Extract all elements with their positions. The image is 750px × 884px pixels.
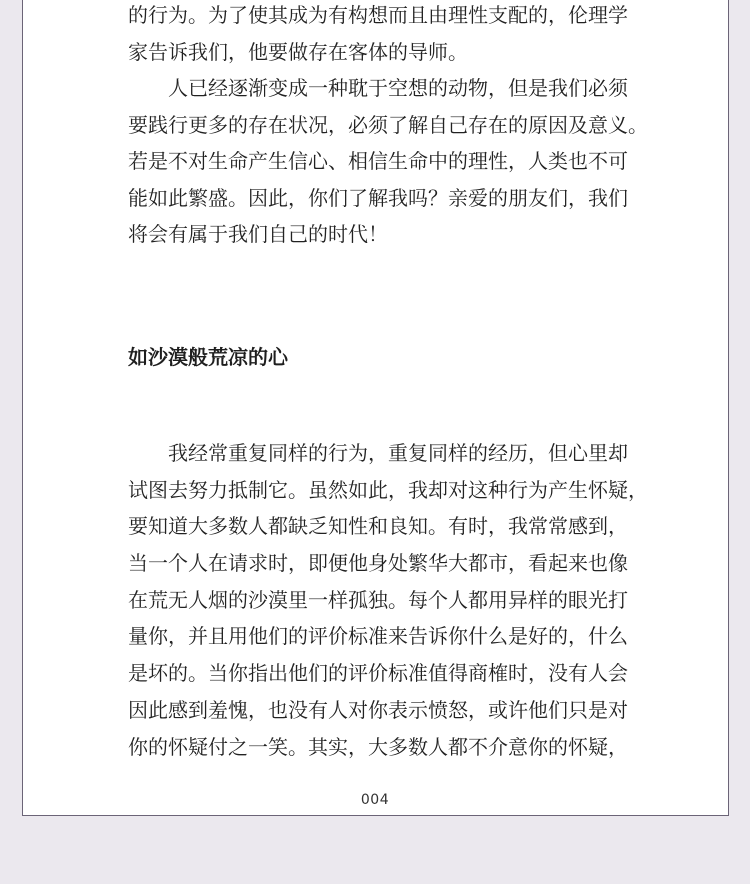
text-line: 试图去努力抵制它。虽然如此，我却对这种行为产生怀疑， [128,477,648,502]
text-line: 你的怀疑付之一笑。其实，大多数人都不介意你的怀疑， [128,734,628,759]
text-line: 若是不对生命产生信心、相信生命中的理性，人类也不可 [128,149,628,173]
text-line: 量你，并且用他们的评价标准来告诉你什么是好的，什么 [128,624,628,649]
paragraph-first-line: 人已经逐渐变成一种耽于空想的动物，但是我们必须 [168,76,628,100]
text-line: 要知道大多数人都缺乏知性和良知。有时，我常常感到， [128,514,628,539]
text-line: 能如此繁盛。因此，你们了解我吗？亲爱的朋友们，我们 [128,185,628,210]
text-line: 当一个人在请求时，即便他身处繁华大都市，看起来也像 [128,551,628,576]
text-line: 在荒无人烟的沙漠里一样孤独。每个人都用异样的眼光打 [128,587,628,612]
text-line: 是坏的。当你指出他们的评价标准值得商榷时，没有人会 [128,661,628,686]
body-text-section-1 [128,0,648,253]
text-line: 要践行更多的存在状况，必须了解自己存在的原因及意义。 [128,112,648,137]
page-number: 004 [360,792,390,808]
text-line: 因此感到羞愧，也没有人对你表示愤怒，或许他们只是对 [128,697,628,722]
text-line: 将会有属于我们自己的时代！ [128,222,388,246]
text-line: 家告诉我们，他要做存在客体的导师。 [128,39,468,64]
paragraph-first-line: 我经常重复同样的行为，重复同样的经历，但心里却 [168,441,628,465]
section-heading: 如沙漠般荒凉的心 [128,345,288,369]
body-text-section-2 [128,435,648,765]
text-line: 的行为。为了使其成为有构想而且由理性支配的，伦理学 [128,3,628,27]
